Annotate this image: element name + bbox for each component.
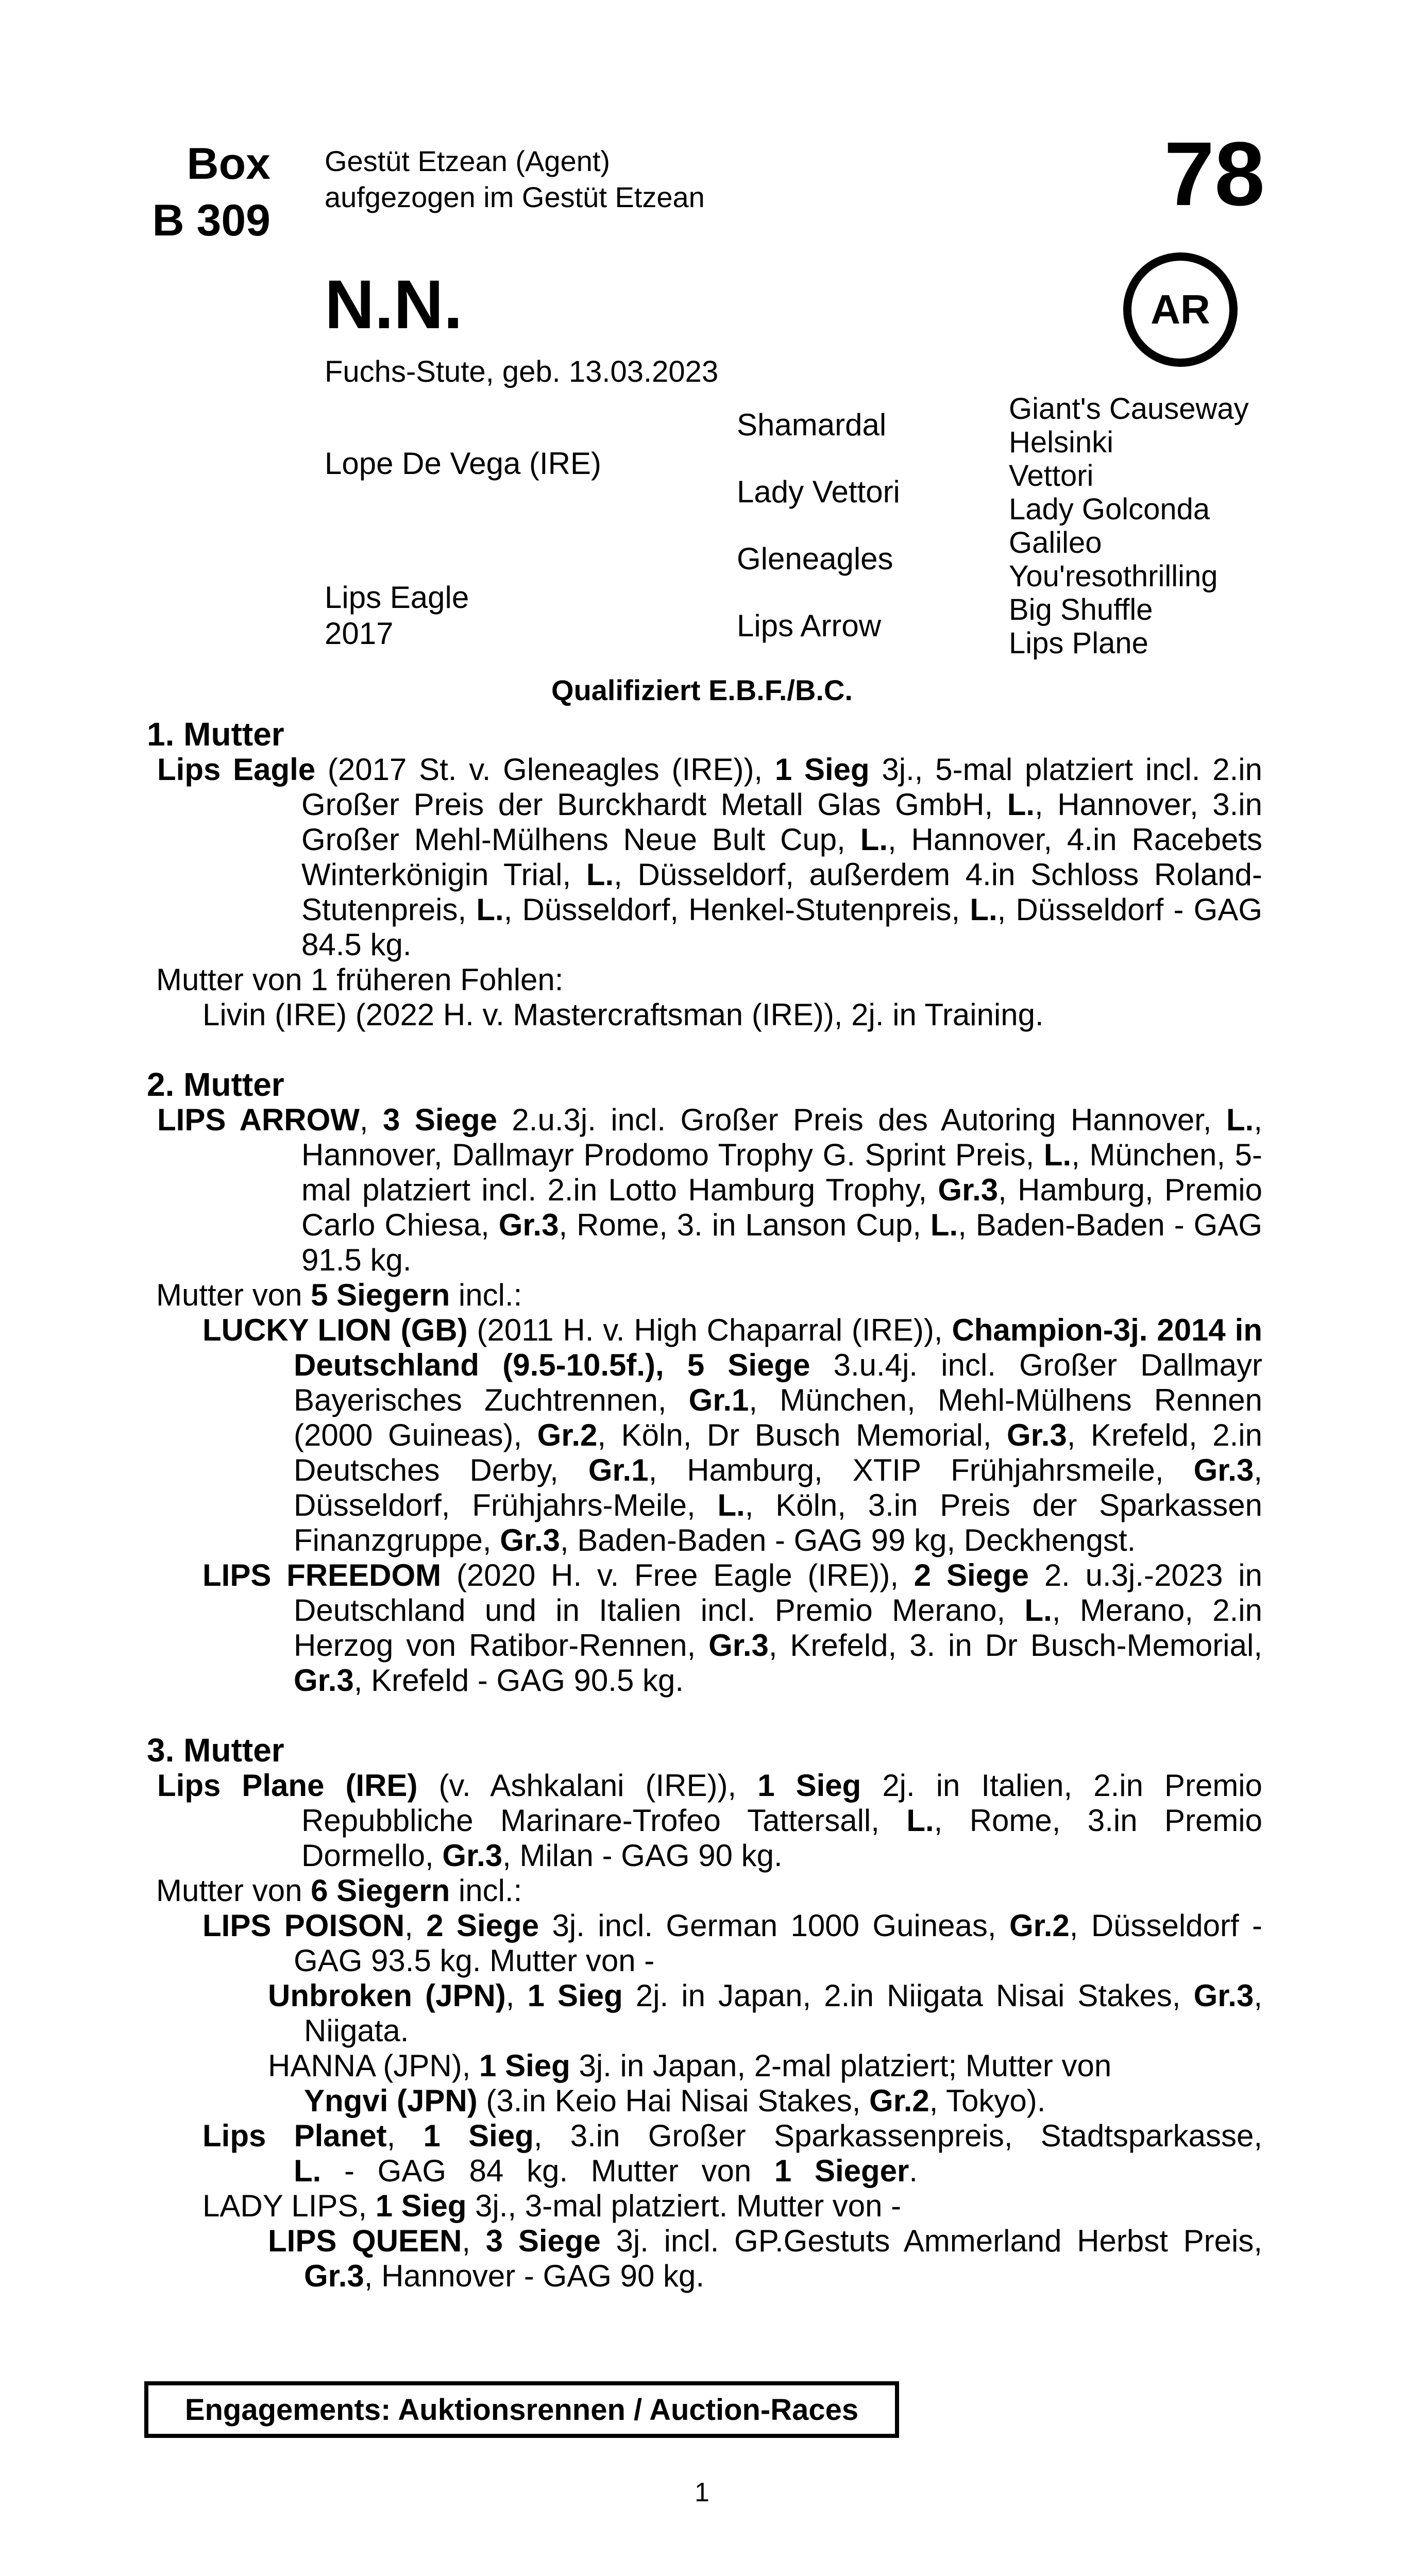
text: 2. u.3j.-2023 in Deutschland und in Italien incl. Premio Merano, [294, 1558, 1262, 1628]
text: , [359, 1103, 383, 1137]
wins: 3 Siege [485, 2224, 601, 2258]
wins: 2 Siege [426, 1908, 539, 1943]
progeny-entry [202, 2119, 1262, 2189]
progeny-intro [156, 1873, 1404, 1908]
text: , Hannover - GAG 90 kg. [364, 2259, 705, 2293]
listed: L. [717, 1488, 745, 1522]
foals-intro: Mutter von 1 früheren Fohlen: [156, 962, 564, 997]
text: 3j. incl. GP.Gestuts Ammerland Herbst Preis, [600, 2224, 1263, 2258]
wins: 3 Siege [383, 1103, 497, 1137]
qualification: Qualifiziert E.B.F./B.C. [551, 674, 853, 706]
progeny-name: LIPS FREEDOM [202, 1558, 442, 1592]
group: Gr.3 [1193, 1978, 1254, 2013]
text: , Krefeld, 2.in Deutsches Derby, [294, 1418, 1262, 1487]
text: , Köln, 3.in Preis der Sparkassen Finanzgruppe, [294, 1488, 1263, 1557]
text: , Köln, Dr Busch Memorial, [597, 1418, 1007, 1452]
text: , Hannover, Dallmayr Prodomo Trophy G. Sprint Preis, [301, 1103, 1262, 1172]
text: , [462, 2224, 486, 2258]
text: , Baden-Baden - GAG 91.5 kg. [301, 1208, 1263, 1277]
group: Gr.3 [498, 1208, 559, 1242]
text: (2020 H. v. Free Eagle (IRE)), [441, 1558, 914, 1592]
dam1-entry [157, 752, 1263, 962]
dam3-entry [157, 1768, 1263, 1873]
progeny-name: LIPS QUEEN [268, 2224, 462, 2258]
text: HANNA (JPN), [268, 2048, 480, 2083]
champion: Champion-3j. 2014 in Deutschland (9.5-10.5f.), 5 Siege [294, 1313, 1262, 1382]
listed: L. [1226, 1103, 1254, 1137]
text: , Hannover, 4.in Racebets Winterkönigin Trial, [301, 822, 1262, 892]
text: , Tokyo). [929, 2083, 1046, 2118]
pedigree-gen3-item: Lips Plane [1009, 626, 1148, 660]
dam-name: LIPS ARROW [157, 1103, 360, 1137]
text: , Rome, 3.in Premio Dormello, [301, 1803, 1262, 1873]
engagements-box: Engagements: Auktionsrennen / Auction-Races [144, 2381, 899, 2438]
group: Gr.3 [442, 1838, 503, 1873]
pedigree-gen3-item: Big Shuffle [1009, 593, 1153, 626]
progeny-entry [202, 1558, 1262, 1698]
agent-line: Gestüt Etzean (Agent) [325, 145, 611, 177]
pedigree-gen2-item: Shamardal [737, 408, 887, 442]
progeny-entry [202, 2189, 1404, 2224]
listed: L. [294, 2154, 322, 2188]
dam-name: Lips Eagle [157, 752, 316, 787]
listed: L. [860, 822, 888, 857]
wins: 1 Sieger [774, 2154, 909, 2188]
group: Gr.3 [938, 1173, 999, 1207]
text: , München, Mehl-Mülhens Rennen (2000 Guineas), [294, 1383, 1262, 1452]
pedigree-gen3-item: Giant's Causeway [1009, 392, 1249, 426]
text: , [386, 2119, 424, 2153]
raised-line: aufgezogen im Gestüt Etzean [325, 181, 705, 213]
text: , Düsseldorf, außerdem 4.in Schloss Roland-Stutenpreis, [301, 857, 1262, 927]
listed: L. [1024, 1593, 1052, 1628]
progeny-name: LUCKY LION (GB) [202, 1313, 468, 1347]
text: , Krefeld, 3. in Dr Busch-Memorial, [768, 1628, 1262, 1663]
horse-description: Fuchs-Stute, geb. 13.03.2023 [325, 355, 719, 388]
pedigree-gen3-item: Lady Golconda [1009, 493, 1210, 526]
listed: L. [586, 857, 614, 892]
text: , Düsseldorf - GAG 84.5 kg. [301, 892, 1263, 962]
listed: L. [476, 892, 504, 927]
group: Gr.3 [294, 1663, 354, 1698]
progeny-name: Yngvi (JPN) [304, 2083, 478, 2118]
family-section [0, 716, 1404, 2294]
text: , München, 5-mal platziert incl. 2.in Lotto Hamburg Trophy, [301, 1138, 1262, 1207]
progeny-entry [202, 1313, 1263, 1558]
text: 3j., 5-mal platziert incl. 2.in Großer Preis der Burckhardt Metall Glas GmbH, [301, 752, 1263, 822]
group: Gr.1 [688, 1383, 749, 1417]
great-grandchild-entry [304, 2083, 1404, 2119]
granddaughter-entry [268, 2048, 1404, 2083]
pedigree-sire: Lope De Vega (IRE) [325, 446, 601, 481]
section-title-dam3: 3. Mutter [147, 1732, 284, 1769]
pedigree-gen3-item: Vettori [1009, 459, 1094, 493]
group: Gr.3 [1193, 1453, 1254, 1487]
group: Gr.3 [304, 2259, 364, 2293]
progeny-name: Unbroken (JPN) [268, 1978, 506, 2013]
winners-count: 5 Siegern [311, 1278, 450, 1312]
group: Gr.3 [500, 1523, 561, 1557]
page-number: 1 [695, 2478, 709, 2507]
progeny-entry [202, 1908, 1263, 1978]
listed: L. [1007, 787, 1035, 822]
progeny-name: LIPS POISON [202, 1908, 405, 1943]
listed: L. [906, 1803, 934, 1838]
box-number: B 309 [152, 196, 270, 245]
text: (3.in Keio Hai Nisai Stakes, [477, 2083, 870, 2118]
lot-number: 78 [1164, 124, 1265, 225]
text: 3j. incl. German 1000 Guineas, [539, 1908, 1009, 1943]
section-title-dam2: 2. Mutter [147, 1066, 284, 1103]
pedigree-gen2-item: Lady Vettori [737, 474, 900, 509]
pedigree-gen2-item: Gleneagles [737, 541, 893, 576]
pedigree-gen3-item: Galileo [1009, 526, 1102, 560]
wins: 1 Sieg [375, 2189, 467, 2223]
text: 2.u.3j. incl. Großer Preis des Autoring Hannover, [497, 1103, 1226, 1137]
text: 2j. in Japan, 2.in Niigata Nisai Stakes, [622, 1978, 1194, 2013]
granddaughter-entry [268, 1978, 1263, 2048]
text: , Merano, 2.in Herzog von Ratibor-Rennen, [294, 1593, 1262, 1663]
group: Gr.3 [708, 1628, 769, 1663]
text: , Baden-Baden - GAG 99 kg, Deckhengst. [560, 1523, 1136, 1557]
text: incl.: [450, 1873, 522, 1908]
text: (2017 St. v. Gleneagles (IRE)), [315, 752, 775, 787]
pedigree-dam: Lips Eagle [325, 580, 469, 615]
wins: 1 Sieg [757, 1768, 861, 1803]
text: incl.: [450, 1278, 522, 1312]
text: , 3.in Großer Sparkassenpreis, Stadtsparkasse, [533, 2119, 1262, 2153]
text: Mutter von [156, 1278, 311, 1312]
wins: 1 Sieg [527, 1978, 623, 2013]
group: Gr.1 [588, 1453, 649, 1487]
text: 3j. in Japan, 2-mal platziert; Mutter von [570, 2048, 1112, 2083]
progeny-name: Lips Planet [202, 2119, 387, 2153]
text: , Hamburg, Premio Carlo Chiesa, [301, 1173, 1262, 1242]
text: , Niigata. [304, 1978, 1263, 2048]
text: , [505, 1978, 528, 2013]
text: , [404, 1908, 427, 1943]
wins: 2 Siege [914, 1558, 1029, 1592]
text: , Krefeld - GAG 90.5 kg. [353, 1663, 684, 1698]
ar-badge [1123, 252, 1238, 367]
group: Gr.2 [1009, 1908, 1070, 1943]
horse-name: N.N. [325, 266, 463, 343]
pedigree-dam-year: 2017 [325, 616, 394, 651]
text: - GAG 84 kg. Mutter von [321, 2154, 774, 2188]
text: , Düsseldorf, Henkel-Stutenpreis, [503, 892, 970, 927]
text: 3.u.4j. incl. Großer Dallmayr Bayerisches Zuchtrennen, [294, 1348, 1262, 1417]
text: 2j. in Italien, 2.in Premio Repubbliche Marinare-Trofeo Tattersall, [301, 1768, 1263, 1838]
listed: L. [1043, 1138, 1072, 1172]
text: , Düsseldorf - GAG 93.5 kg. Mutter von - [294, 1908, 1263, 1978]
box-label: Box [187, 139, 270, 189]
pedigree-gen2-item: Lips Arrow [737, 608, 882, 643]
text: 3j., 3-mal platziert. Mutter von - [466, 2189, 902, 2223]
text: , Hannover, 3.in Großer Mehl-Mülhens Neue Bult Cup, [301, 787, 1262, 857]
text: , Hamburg, XTIP Frühjahrsmeile, [648, 1453, 1194, 1487]
group: Gr.2 [537, 1418, 598, 1452]
text: , Rome, 3. in Lanson Cup, [559, 1208, 931, 1242]
ar-badge-text: AR [1151, 286, 1210, 332]
listed: L. [930, 1208, 958, 1242]
granddaughter-entry [268, 2224, 1263, 2294]
section-title-dam1: 1. Mutter [147, 716, 284, 753]
listed: L. [970, 892, 997, 927]
text: LADY LIPS, [202, 2189, 376, 2223]
wins: 1 Sieg [774, 752, 870, 787]
dam2-entry [157, 1103, 1263, 1278]
text: (2011 H. v. High Chaparral (IRE)), [467, 1313, 952, 1347]
group: Gr.2 [869, 2083, 929, 2118]
pedigree-gen3-item: Helsinki [1009, 426, 1114, 459]
text: . [909, 2154, 918, 2188]
progeny-intro [156, 1278, 1404, 1313]
text: , Milan - GAG 90 kg. [502, 1838, 783, 1873]
foal-entry: Livin (IRE) (2022 H. v. Mastercraftsman (IRE)), 2j. in Training. [202, 997, 1044, 1032]
wins: 1 Sieg [423, 2119, 534, 2153]
text: Mutter von [156, 1873, 311, 1908]
text: , Düsseldorf, Frühjahrs-Meile, [294, 1453, 1262, 1522]
dam-name: Lips Plane (IRE) [157, 1768, 418, 1803]
wins: 1 Sieg [479, 2048, 570, 2083]
group: Gr.3 [1006, 1418, 1067, 1452]
pedigree-gen3-item: You'resothrilling [1009, 560, 1218, 593]
text: (v. Ashkalani (IRE)), [417, 1768, 758, 1803]
winners-count: 6 Siegern [311, 1873, 450, 1908]
